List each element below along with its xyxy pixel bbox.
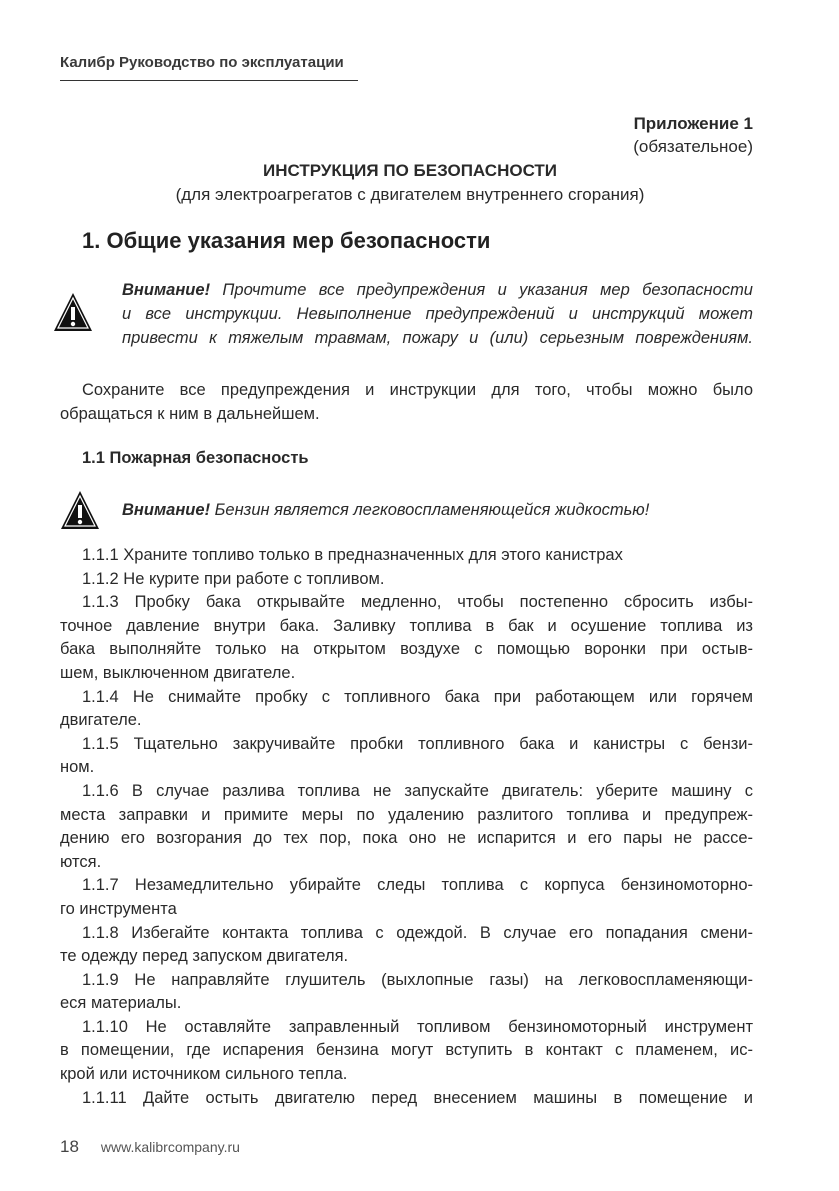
section-heading: 1. Общие указания мер безопасности: [82, 228, 491, 253]
paragraph-line: дению его возгорания до тех пор, пока оно не испарится и его пары не рассе-: [60, 829, 753, 848]
paragraph-line: го инструмента: [60, 899, 177, 918]
paragraph-line: 1.1.10 Не оставляйте заправленный топливом бензиномоторный инструмент: [82, 1017, 753, 1036]
safety-paragraph: [60, 922, 753, 969]
safety-paragraph: [60, 1016, 753, 1087]
warning-lead: Внимание!: [122, 281, 211, 299]
paragraph-line: 1.1.1 Храните топливо только в предназначенных для этого канистрах: [82, 546, 623, 564]
safety-paragraph: [60, 733, 753, 780]
page-number: 18: [60, 1137, 79, 1156]
appendix-label: [633, 112, 753, 158]
warning-text: Бензин является легковоспламеняющейся жидкостью!: [210, 501, 650, 519]
paragraph-line: 1.1.4 Не снимайте пробку с топливного бака при работающем или горячем: [82, 687, 753, 706]
warning-triangle-icon: [60, 490, 100, 530]
appendix-note: (обязательное): [633, 137, 753, 156]
paragraph-line: те одежду перед запуском двигателя.: [60, 947, 349, 966]
paragraph-line: 1.1.8 Избегайте контакта топлива с одеждой. В случае его попадания смени-: [82, 923, 753, 942]
paragraph-line: двигателе.: [60, 711, 142, 730]
paragraph-line: крой или источником сильного тепла.: [60, 1065, 348, 1084]
title-main: ИНСТРУКЦИЯ ПО БЕЗОПАСНОСТИ: [262, 161, 558, 180]
paragraph-line: шем, выключенном двигателе.: [60, 663, 296, 682]
footer-url: www.kalibrcompany.ru: [100, 1139, 240, 1155]
paragraph-line: 1.1.2 Не курите при работе с топливом.: [82, 569, 385, 588]
paragraph-line: 1.1.7 Незамедлительно убирайте следы топлива с корпуса бензиномоторно-: [82, 876, 753, 895]
paragraph-line: ются.: [60, 852, 102, 871]
safety-paragraph: [60, 568, 753, 592]
paragraph-line: еся материалы.: [60, 994, 182, 1013]
warning-lead: Внимание!: [122, 501, 211, 519]
warning-general: [122, 278, 753, 350]
paragraph-line: ном.: [60, 758, 95, 777]
safety-paragraph: [60, 686, 753, 733]
intro-line: обращаться к ним в дальнейшем.: [60, 404, 320, 423]
fire-safety-list: [60, 544, 753, 1110]
paragraph-line: 1.1.3 Пробку бака открывайте медленно, чтобы постепенно сбросить избы-: [82, 593, 753, 612]
safety-paragraph: [60, 874, 753, 921]
paragraph-line: 1.1.6 В случае разлива топлива не запускайте двигатель: уберите машину с: [82, 781, 753, 800]
appendix-number: Приложение 1: [633, 114, 753, 133]
intro-paragraph: [60, 379, 753, 426]
safety-paragraph: [60, 591, 753, 685]
safety-paragraph: [60, 544, 753, 568]
warning-fuel: [122, 498, 753, 522]
title-subtitle: (для электроагрегатов с двигателем внутреннего сгорания): [175, 185, 645, 204]
paragraph-line: 1.1.5 Тщательно закручивайте пробки топливного бака и канистры с бензи-: [82, 734, 753, 753]
header-divider: [60, 80, 358, 81]
paragraph-line: в помещении, где испарения бензина могут вступить в контакт с пламенем, ис-: [60, 1041, 753, 1060]
document-title: [60, 159, 760, 207]
paragraph-line: 1.1.11 Дайте остыть двигателю перед внесением машины в помещение и: [82, 1088, 753, 1107]
subsection-heading: 1.1 Пожарная безопасность: [82, 449, 309, 467]
page-footer: [60, 1137, 240, 1157]
paragraph-line: точное давление внутри бака. Заливку топлива в бак и осушение топлива из: [60, 616, 753, 635]
paragraph-line: 1.1.9 Не направляйте глушитель (выхлопные газы) на легковоспламеняющи-: [82, 970, 753, 989]
warning-text-line: Прочтите все предупреждения и указания мер безопасности: [210, 281, 753, 299]
warning-text-line: и все инструкции. Невыполнение предупреждений и инструкций может: [122, 305, 753, 323]
paragraph-line: бака выполняйте только на открытом воздухе с помощью воронки при остыв-: [60, 640, 753, 659]
warning-triangle-icon: [53, 292, 93, 332]
intro-line: Сохраните все предупреждения и инструкции для того, чтобы можно было: [82, 381, 753, 399]
running-header: Калибр Руководство по эксплуатации: [60, 54, 344, 71]
safety-paragraph: [60, 1087, 753, 1111]
safety-paragraph: [60, 969, 753, 1016]
warning-text-line: привести к тяжелым травмам, пожару и (или) серьезным повреждениям.: [122, 329, 753, 347]
paragraph-line: места заправки и примите меры по удалению разлитого топлива и предупреж-: [60, 805, 753, 824]
safety-paragraph: [60, 780, 753, 874]
